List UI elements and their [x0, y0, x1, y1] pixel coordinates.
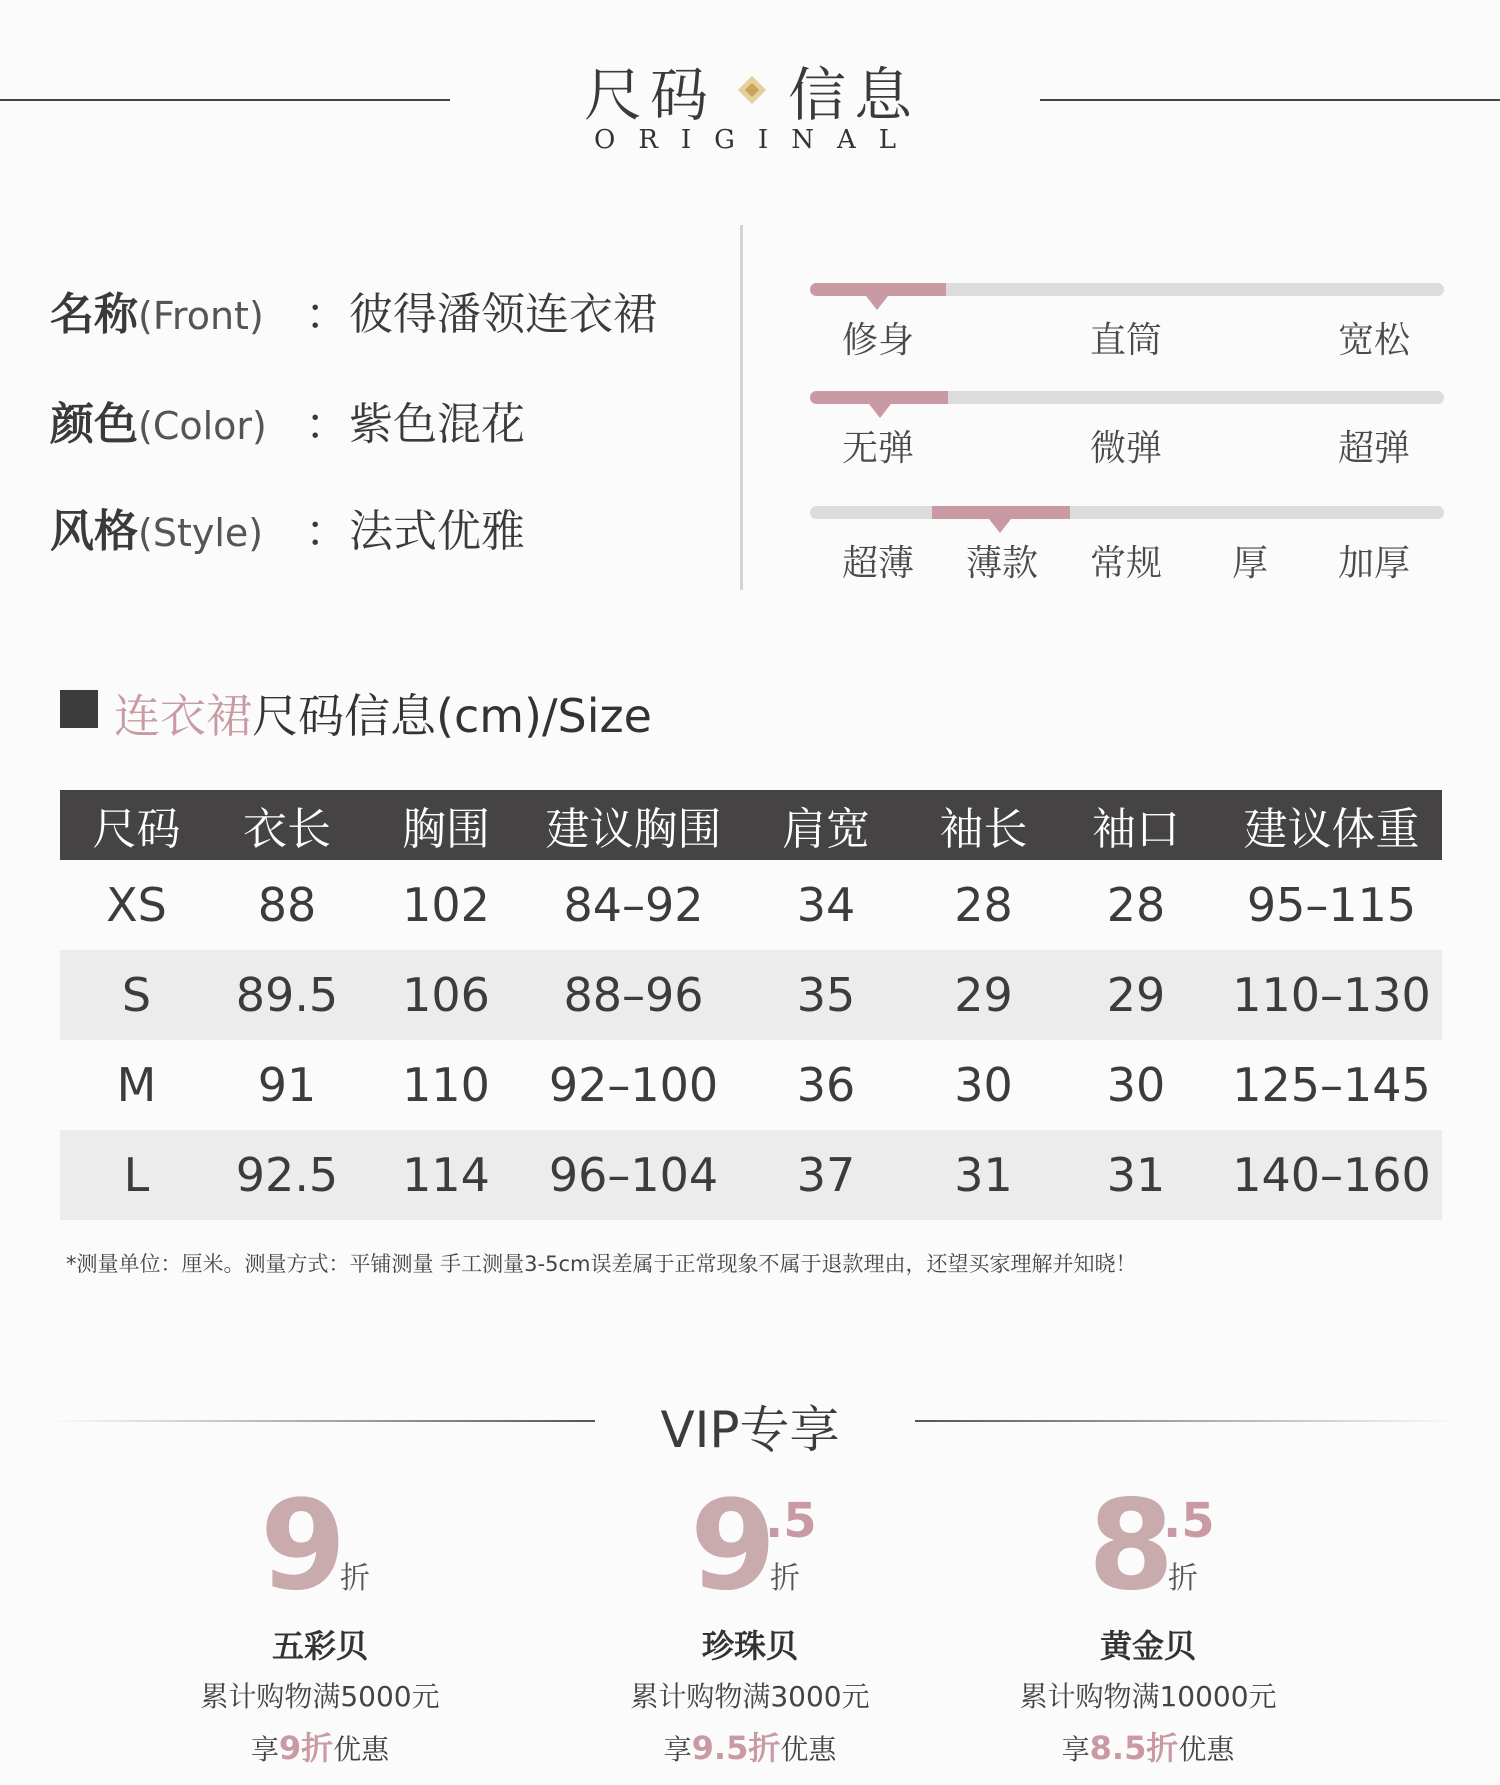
- tier-rate-number: 9: [260, 1474, 347, 1618]
- title-right: 信息: [787, 61, 920, 129]
- info-value: ：法式优雅: [305, 506, 525, 557]
- tier-benefit: 享9折优惠: [250, 1729, 390, 1767]
- tier-rate: [150, 1474, 490, 1618]
- table-cell: 125–145: [1232, 1058, 1431, 1112]
- elasticity-scale-fill: [810, 391, 948, 404]
- table-cell: 28: [1106, 878, 1166, 932]
- table-cell: 84–92: [563, 878, 704, 932]
- diamond-ornament-icon: [738, 76, 766, 104]
- thickness-scale-fill: [932, 506, 1070, 519]
- table-cell: S: [60, 950, 213, 1040]
- table-cell: 88: [257, 878, 317, 932]
- tier-name: 珍珠贝: [701, 1627, 798, 1665]
- fit-scale-marker: [866, 296, 888, 310]
- tier-rate-decimal: .5: [765, 1493, 817, 1549]
- tier-benefit: 享9.5折优惠: [663, 1729, 837, 1767]
- tier-name: 五彩贝: [271, 1627, 368, 1665]
- table-row: [60, 1040, 1442, 1130]
- table-cell: 110: [402, 1058, 490, 1112]
- table-cell: L: [60, 1130, 213, 1220]
- tier-rate-number: 8: [1088, 1474, 1175, 1618]
- table-cell: 37: [736, 1130, 916, 1220]
- table-cell: 106: [361, 950, 531, 1040]
- table-cell: 96–104: [531, 1130, 736, 1220]
- thickness-label-ultrathin: 超薄: [842, 543, 915, 584]
- info-label: 颜色(Color): [50, 399, 267, 450]
- table-cell: 92.5: [213, 1130, 361, 1220]
- elasticity-label-none: 无弹: [842, 428, 915, 469]
- vip-tier-colorful: [150, 1474, 490, 1769]
- vip-title: VIP专享: [660, 1401, 840, 1459]
- tier-rate-unit: 折: [340, 1561, 370, 1596]
- section-title-accent: 连衣裙: [114, 689, 252, 743]
- table-cell: 35: [736, 950, 916, 1040]
- fit-label-slim: 修身: [842, 320, 915, 361]
- info-label: 名称(Front): [50, 289, 264, 340]
- thickness-label-extra-thick: 加厚: [1338, 543, 1411, 584]
- tier-condition: 累计购物满3000元: [630, 1680, 870, 1713]
- thickness-scale-marker: [989, 519, 1011, 533]
- table-cell: 30: [1106, 1058, 1166, 1112]
- table-cell: 102: [402, 878, 490, 932]
- page-title: [584, 50, 920, 130]
- vip-line-left: [50, 1420, 595, 1422]
- section-title: [114, 680, 652, 746]
- info-divider: [740, 225, 743, 590]
- info-value: ：紫色混花: [305, 399, 525, 450]
- column-header: 袖长: [916, 790, 1051, 860]
- table-cell: 29: [1051, 950, 1221, 1040]
- table-cell: 34: [796, 878, 856, 932]
- column-header: 尺码: [60, 790, 213, 860]
- elasticity-scale-track: [810, 391, 1444, 404]
- info-row-style: [50, 492, 525, 562]
- size-table: [60, 790, 1442, 1220]
- table-row: [60, 950, 1442, 1040]
- tier-condition: 累计购物满10000元: [1019, 1680, 1277, 1713]
- column-header: 建议胸围: [531, 790, 736, 860]
- table-cell: 88–96: [531, 950, 736, 1040]
- thickness-label-thick: 厚: [1232, 543, 1269, 584]
- tier-condition: 累计购物满5000元: [200, 1680, 440, 1713]
- column-header: 建议体重: [1221, 790, 1442, 860]
- table-row: [60, 860, 1442, 950]
- measurement-note: *测量单位：厘米。测量方式：平铺测量 手工测量3-5cm误差属于正常现象不属于退款理由，还望买家理解并知晓！: [66, 1252, 1137, 1276]
- table-cell: 30: [954, 1058, 1013, 1112]
- thickness-label-regular: 常规: [1090, 543, 1163, 584]
- fit-label-loose: 宽松: [1338, 320, 1411, 361]
- fit-scale-fill: [810, 283, 946, 296]
- tier-rate: [978, 1474, 1318, 1618]
- table-cell: 114: [361, 1130, 531, 1220]
- elasticity-label-slight: 微弹: [1090, 428, 1163, 469]
- vip-tier-pearl: [580, 1474, 920, 1769]
- section-title-rest: 尺码信息(cm)/Size: [252, 689, 652, 743]
- table-cell: 89.5: [213, 950, 361, 1040]
- elasticity-scale-marker: [869, 404, 891, 418]
- tier-rate-unit: 折: [770, 1561, 800, 1596]
- column-header: 衣长: [213, 790, 361, 860]
- table-header-row: [60, 790, 1442, 860]
- table-row: [60, 1130, 1442, 1220]
- fit-scale-track: [810, 283, 1444, 296]
- table-cell: 36: [796, 1058, 856, 1112]
- table-cell: 29: [916, 950, 1051, 1040]
- tier-benefit: 享8.5折优惠: [1061, 1729, 1235, 1767]
- table-cell: 110–130: [1221, 950, 1442, 1040]
- table-cell: 31: [1051, 1130, 1221, 1220]
- page-subtitle: ORIGINAL: [594, 125, 919, 155]
- table-cell: 92–100: [548, 1058, 719, 1112]
- title-left: 尺码: [584, 61, 717, 129]
- fit-label-straight: 直筒: [1090, 320, 1163, 361]
- tier-rate-number: 9: [690, 1474, 777, 1618]
- tier-rate: [580, 1474, 920, 1618]
- column-header: 袖口: [1051, 790, 1221, 860]
- vip-tier-gold: [978, 1474, 1318, 1769]
- table-cell: M: [116, 1058, 157, 1112]
- thickness-label-thin: 薄款: [966, 543, 1039, 584]
- column-header: 肩宽: [736, 790, 916, 860]
- table-cell: 31: [916, 1130, 1051, 1220]
- thickness-scale-track: [810, 506, 1444, 519]
- table-cell: 91: [257, 1058, 317, 1112]
- section-bullet-icon: [60, 690, 98, 728]
- table-cell: 140–160: [1221, 1130, 1442, 1220]
- info-label: 风格(Style): [50, 506, 264, 557]
- tier-rate-decimal: .5: [1163, 1493, 1215, 1549]
- header-line-right: [1040, 99, 1500, 101]
- header-line-left: [0, 99, 450, 101]
- vip-line-right: [915, 1420, 1460, 1422]
- elasticity-label-high: 超弹: [1338, 428, 1411, 469]
- table-cell: 95–115: [1246, 878, 1417, 932]
- info-value: ：彼得潘领连衣裙: [305, 289, 657, 340]
- tier-name: 黄金贝: [1099, 1627, 1196, 1665]
- info-row-name: [50, 275, 657, 345]
- tier-rate-unit: 折: [1168, 1561, 1198, 1596]
- info-row-color: [50, 385, 525, 455]
- column-header: 胸围: [361, 790, 531, 860]
- table-cell: 28: [954, 878, 1013, 932]
- table-cell: XS: [106, 878, 167, 932]
